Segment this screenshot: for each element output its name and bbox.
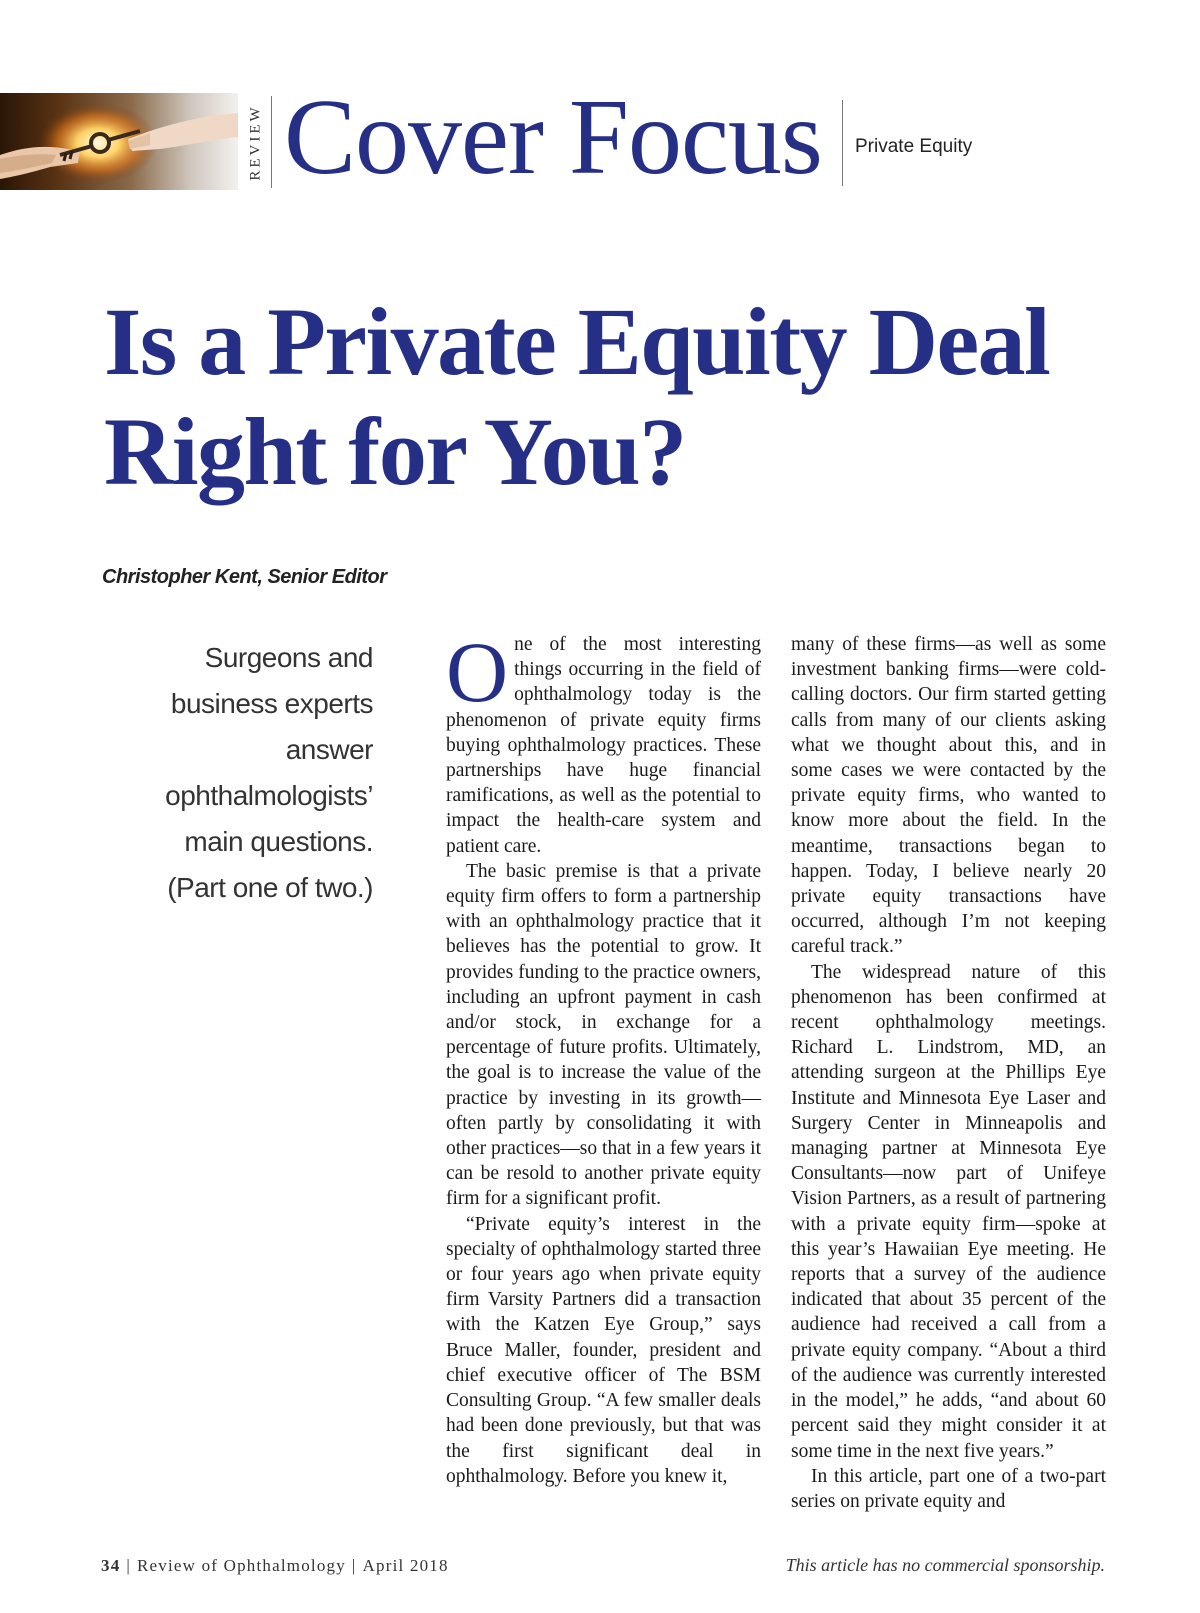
masthead-divider-left — [271, 96, 272, 188]
masthead-divider-right — [842, 100, 843, 186]
review-masthead-label: REVIEW — [247, 103, 264, 181]
byline: Christopher Kent, Senior Editor — [102, 566, 387, 588]
sponsorship-note: This article has no commercial sponsorship. — [785, 1555, 1105, 1575]
hands-holding-key-icon — [0, 93, 238, 190]
headline-line-1: Is a Private Equity Deal — [104, 288, 1050, 395]
page-number: 34 — [101, 1556, 121, 1575]
section-title: Cover Focus — [284, 78, 822, 197]
paragraph: The basic premise is that a private equity firm offers to form a partnership with an ophthalmology practice that it believes has the potential to grow. It provides funding to the practice owners, including an upfront payment in cash and/or stock, in exchange for a percentage of future profits. Ultimately, the goal is to increase the value of the practice by investing in its growth—often partly by consolidating it with other practices—so that in a few years it can be resold to another private equity firm for a significant profit. — [446, 860, 761, 1210]
article-headline — [104, 287, 1064, 507]
paragraph: In this article, part one of a two-part series on private equity and — [791, 1465, 1106, 1512]
header-photo — [0, 93, 238, 190]
headline-line-2: Right for You? — [104, 398, 686, 505]
body-column-2 — [791, 632, 1106, 1514]
article-deck: Surgeons and business experts answer ophthalmologists’ main questions. (Part one of two.) — [165, 642, 373, 903]
paragraph: The widespread nature of this phenomenon has been confirmed at recent ophthalmology meetings. Richard L. Lindstrom, MD, an attending surgeon at the Phillips Eye Institute and Minnesota Eye Laser and Surgery Center in Minneapolis and managing partner at Minnesota Eye Consultants—now part of Unifeye Vision Partners, as a result of partnering with a private equity firm—spoke at this year’s Hawaiian Eye meeting. He reports that a survey of the audience indicated that about 35 percent of the audience had received a call from a private equity company. “About a third of the audience was currently interested in the model,” he adds, “and about 60 percent said they might consider it at some time in the next five years.” — [791, 961, 1106, 1462]
page-footer-folio: 34 | Review of Ophthalmology | April 2018 — [101, 1556, 449, 1575]
section-tag: Private Equity — [855, 136, 973, 157]
publication-name: Review of Ophthalmology — [137, 1556, 346, 1575]
body-column-1 — [446, 624, 761, 1489]
drop-cap: O — [446, 624, 509, 720]
issue-date: April 2018 — [362, 1556, 449, 1575]
paragraph: One of the most interesting things occurring in the field of ophthalmology today is the phenomenon of private equity firms buying ophthalmology practices. These partnerships have huge financial ramifications, as well as the potential to impact the health-care system and patient care. — [446, 624, 761, 857]
paragraph: “Private equity’s interest in the specialty of ophthalmology started three or four years ago when private equity firm Varsity Partners did a transaction with the Katzen Eye Group,” says Bruce Maller, founder, president and chief executive officer of The BSM Consulting Group. “A few smaller deals had been done previously, but that was the first significant deal in ophthalmology. Before you knew it, — [446, 1213, 761, 1487]
paragraph: many of these firms—as well as some investment banking firms—were cold-calling doctors. Our firm started getting calls from many of our clients asking what we thought about this, and in some cases we were contacted by the private equity firms, who wanted to know more about the field. In the meantime, transactions began to happen. Today, I believe nearly 20 private equity transactions have occurred, although I’m not keeping careful track.” — [791, 634, 1106, 958]
